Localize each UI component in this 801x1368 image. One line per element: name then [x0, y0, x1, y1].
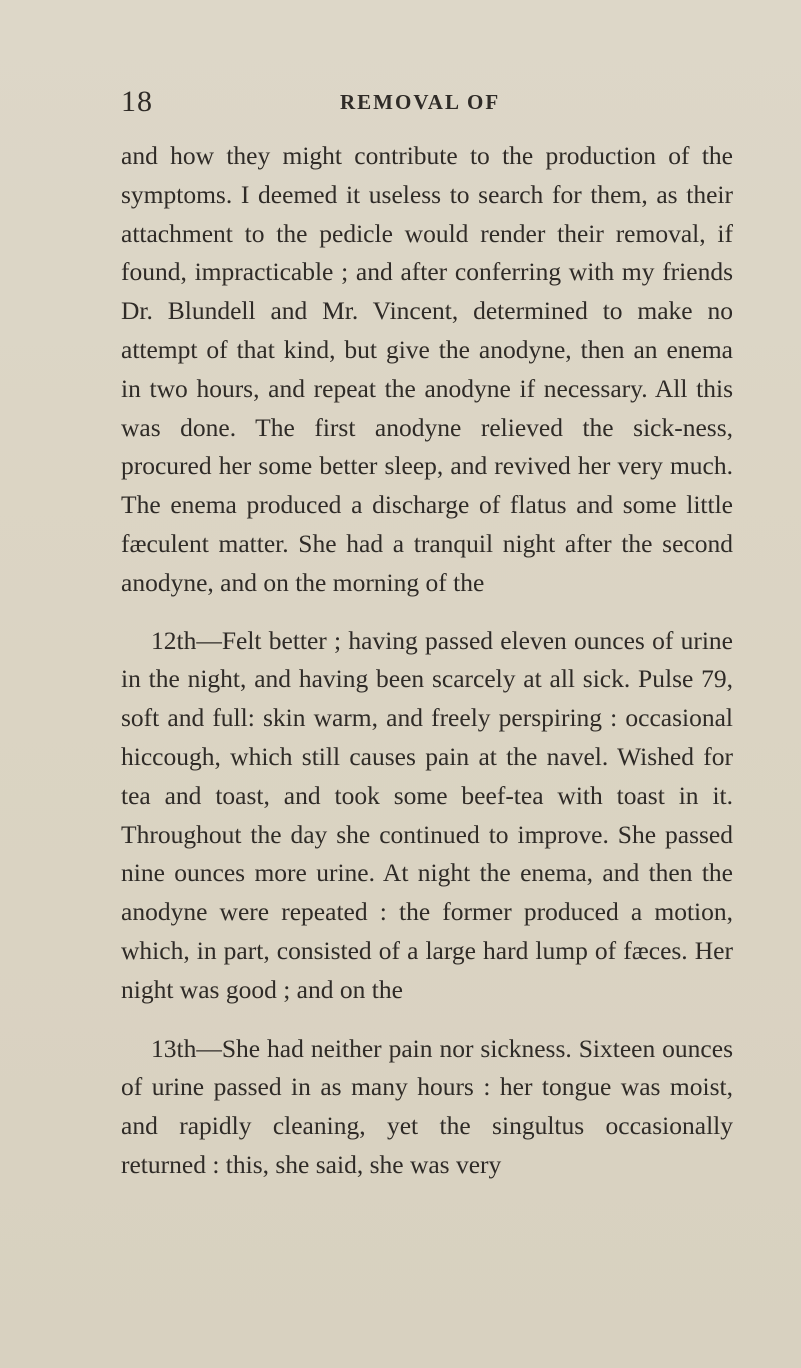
paragraph-2: 12th—Felt better ; having passed eleven ounces of urine in the night, and having been scarcely at all sick. Pulse 79, soft and full: skin warm, and freely perspiring : occasional hiccough, which still causes pain at the navel. Wished for tea and toast, and took some beef-tea with toast in it. Throughout the day she continued to improve. She passed nine ounces more urine. At night the enema, and then the anodyne were repeated : the former produced a motion, which, in part, consisted of a large hard lump of fæces. Her night was good ; and on the — [121, 625, 733, 1004]
page-header — [0, 82, 801, 122]
running-head: REMOVAL OF — [340, 90, 501, 114]
paragraph-1: and how they might contribute to the production of the symptoms. I deemed it useless to search for them, as their attachment to the pedicle would render their removal, if found, impracticable ; and after conferring with my friends Dr. Blundell and Mr. Vincent, determined to make no attempt of that kind, but give the anodyne, then an enema in two hours, and repeat the anodyne if necessary. All this was done. The first anodyne relieved the sick-ness, procured her some better sleep, and revived her very much. The enema produced a discharge of flatus and some little fæculent matter. She had a tranquil night after the second anodyne, and on the morning of the — [121, 141, 733, 597]
body-text — [121, 137, 733, 1185]
page-number: 18 — [121, 85, 153, 118]
paragraph-3: 13th—She had neither pain nor sickness. Sixteen ounces of urine passed in as many hours : her tongue was moist, and rapidly cleaning, yet the singultus occasionally returned : this, she said, she was very — [121, 1033, 733, 1179]
